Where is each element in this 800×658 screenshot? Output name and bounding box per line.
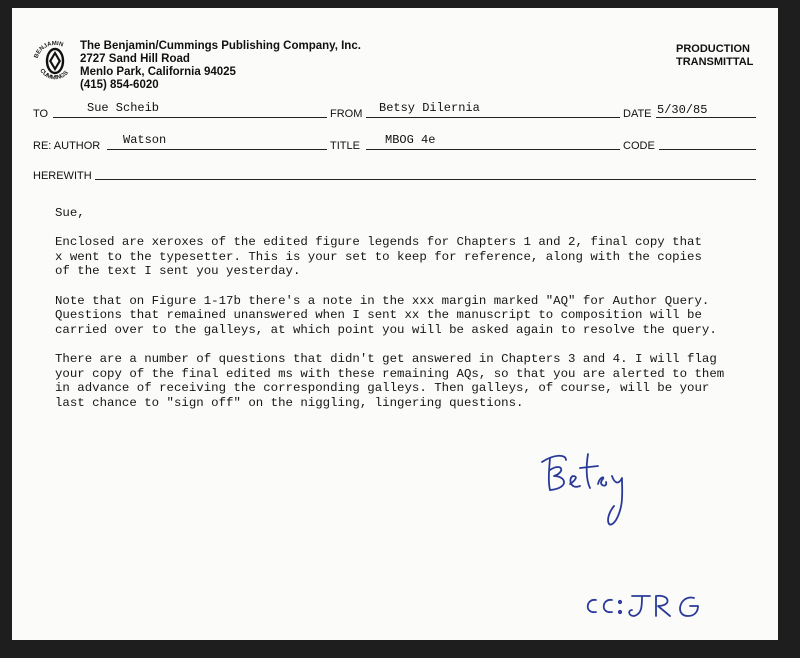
from-line: [366, 117, 620, 118]
re-author-label: RE: AUTHOR: [33, 140, 101, 152]
letter-paragraph-1: Enclosed are xeroxes of the edited figure legends for Chapters 1 and 2, final copy that x went to the typesetter. This is your set to keep for reference, along with the copies of the text I sent you yesterday.: [55, 235, 702, 279]
date-value: 5/30/85: [657, 103, 708, 117]
form-type-line2: TRANSMITTAL: [676, 56, 754, 68]
to-line: [53, 117, 327, 118]
company-header: [80, 40, 361, 92]
herewith-label: HEREWITH: [33, 170, 92, 182]
author-line: [107, 149, 327, 150]
date-label: DATE: [623, 108, 652, 120]
author-title-code-row: [33, 133, 758, 152]
letter-paragraph-3: There are a number of questions that didn't get answered in Chapters 3 and 4. I will flag your copy of the final edited ms with these remaining AQs, so that you are alerted to them in advance of receiving the corresponding galleys. Then galleys, of course, will be your last chance to "sign off" on the niggling, lingering questions.: [55, 351, 725, 410]
svg-text:BENJAMIN: BENJAMIN: [33, 40, 64, 60]
company-city: Menlo Park, California 94025: [80, 66, 236, 78]
herewith-row: [33, 166, 758, 182]
letter-salutation: Sue,: [55, 206, 85, 220]
svg-text:CUMMINGS: CUMMINGS: [38, 68, 70, 82]
handwritten-cc-note: [580, 588, 720, 628]
to-from-date-row: [33, 101, 758, 120]
herewith-line: [95, 179, 756, 180]
company-logo-icon: [32, 38, 78, 84]
form-type-line1: PRODUCTION: [676, 43, 750, 55]
to-label: TO: [33, 108, 49, 120]
company-name: The Benjamin/Cummings Publishing Company, Inc.: [80, 40, 361, 52]
letter-body: [55, 206, 755, 425]
date-line: [656, 117, 756, 118]
to-value: Sue Scheib: [87, 101, 160, 115]
company-street: 2727 Sand Hill Road: [80, 53, 190, 65]
code-label: CODE: [623, 140, 655, 152]
title-label: TITLE: [330, 140, 360, 152]
author-value: Watson: [123, 133, 167, 147]
code-line: [659, 149, 756, 150]
from-value: Betsy Dilernia: [379, 101, 480, 115]
title-line: [366, 149, 620, 150]
handwritten-signature: [536, 446, 656, 532]
letter-paragraph-2: Note that on Figure 1-17b there's a note in the xxx margin marked "AQ" for Author Query. Questions that remained unanswered when I sent xx the manuscript to composition will be carried over to the galleys, at which point you will be asked again to resolve the query.: [55, 293, 717, 337]
from-label: FROM: [330, 108, 363, 120]
title-value: MBOG 4e: [385, 133, 436, 147]
company-phone: (415) 854-6020: [80, 79, 159, 91]
form-type: [676, 43, 753, 69]
